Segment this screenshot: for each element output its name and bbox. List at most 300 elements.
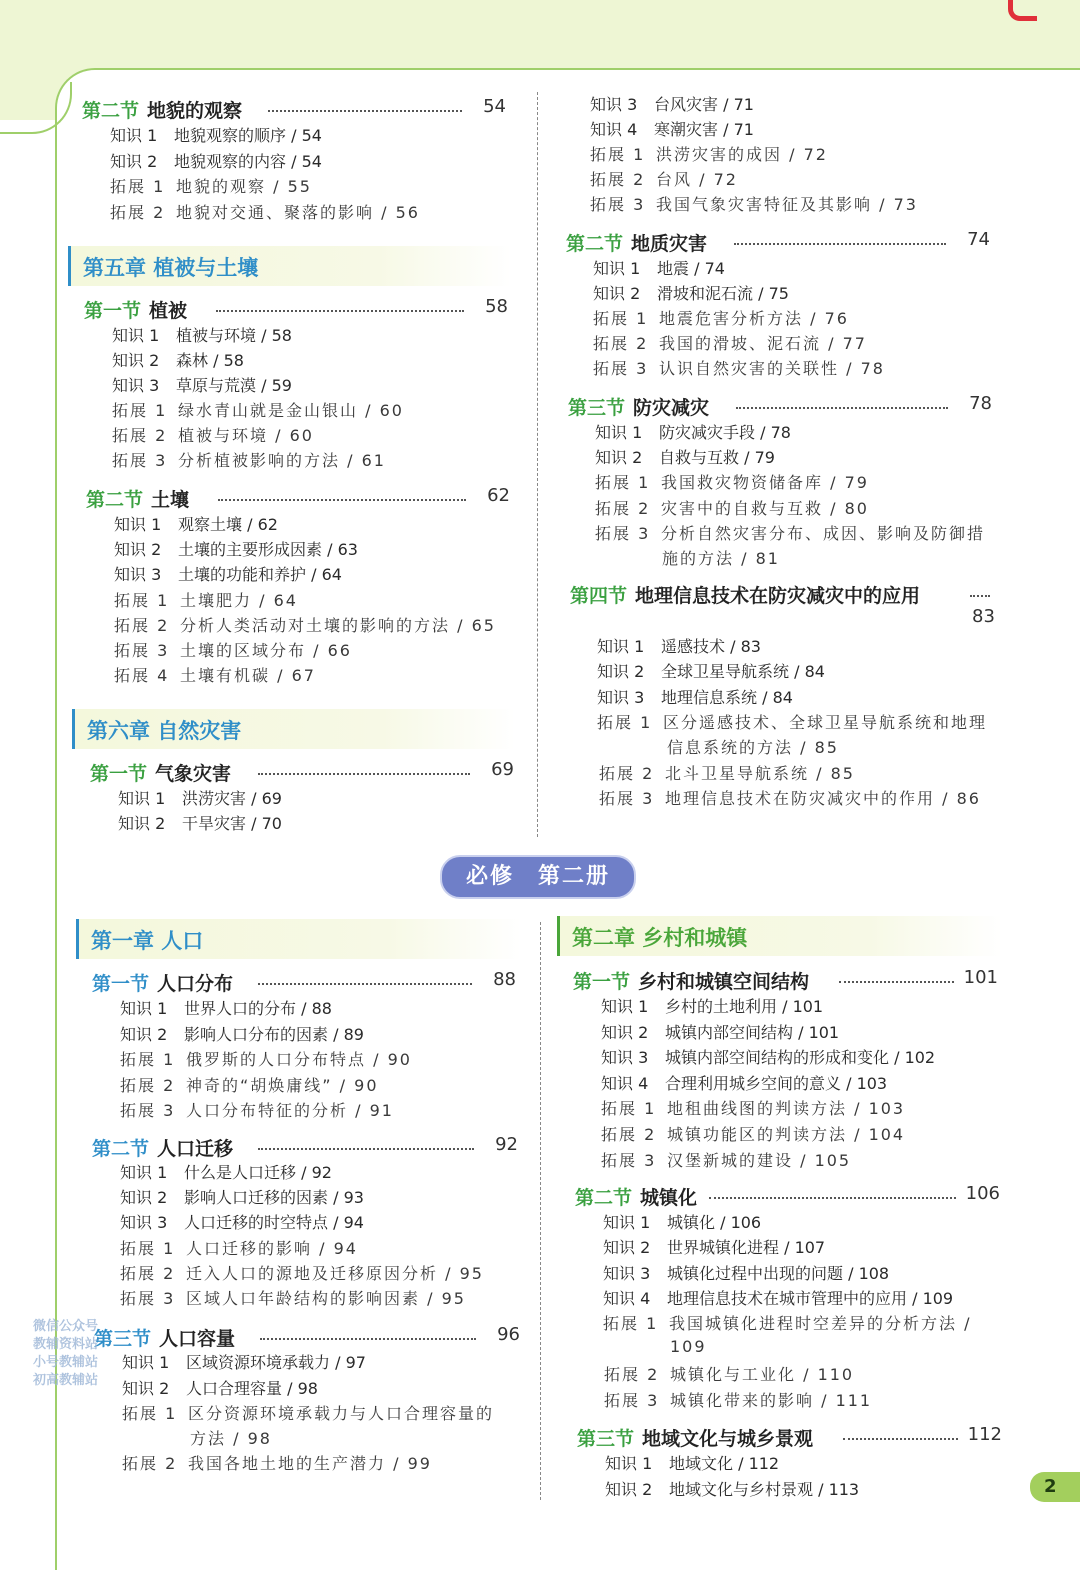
section-name: 植被 bbox=[149, 300, 188, 322]
section-page: 112 bbox=[967, 1424, 1002, 1445]
watermark bbox=[33, 1318, 123, 1390]
item-tag: 拓展 2 bbox=[599, 764, 655, 783]
item-text: 地貌观察的顺序 / 54 bbox=[174, 126, 322, 145]
item-text: 城镇功能区的判读方法 / 104 bbox=[667, 1125, 906, 1144]
item-tag: 知识 1 bbox=[605, 1454, 653, 1473]
knowledge-item[interactable] bbox=[112, 373, 292, 397]
item-tag: 拓展 3 bbox=[590, 195, 646, 214]
item-tag: 知识 2 bbox=[114, 540, 162, 560]
section-heading[interactable] bbox=[577, 1424, 1002, 1450]
item-text: 地理信息技术在城市管理中的应用 / 109 bbox=[667, 1288, 954, 1308]
section-number: 第一节 bbox=[84, 300, 142, 322]
item-tag: 知识 2 bbox=[118, 814, 166, 833]
section-name: 土壤 bbox=[151, 489, 190, 511]
item-tag: 知识 1 bbox=[120, 1163, 168, 1182]
item-text: 干旱灾害 / 70 bbox=[182, 814, 282, 833]
item-text: 台风 / 72 bbox=[656, 170, 738, 189]
section-name: 气象灾害 bbox=[155, 763, 232, 785]
knowledge-item[interactable] bbox=[122, 1376, 318, 1400]
red-corner-mark bbox=[1008, 0, 1037, 21]
section-number: 第二节 bbox=[82, 100, 140, 122]
item-text: 地理信息技术在防灾减灾中的作用 / 86 bbox=[665, 789, 981, 808]
item-tag: 知识 4 bbox=[603, 1288, 651, 1308]
item-text: 洪涝灾害的成因 / 72 bbox=[656, 145, 828, 164]
section-number: 第三节 bbox=[577, 1428, 635, 1450]
item-text: 地貌观察的内容 / 54 bbox=[174, 151, 322, 171]
extension-item[interactable] bbox=[590, 142, 828, 166]
item-tag: 拓展 3 bbox=[595, 523, 651, 543]
section-heading[interactable] bbox=[573, 967, 998, 993]
item-tag: 知识 1 bbox=[122, 1353, 170, 1372]
item-tag: 知识 2 bbox=[595, 448, 643, 468]
chapter-title: 第五章 植被与土壤 bbox=[83, 256, 259, 280]
section-name: 城镇化 bbox=[640, 1187, 698, 1209]
item-tag: 拓展 1 bbox=[601, 1099, 657, 1119]
item-text: 寒潮灾害 / 71 bbox=[654, 120, 754, 139]
item-text: 影响人口分布的因素 / 89 bbox=[184, 1024, 364, 1044]
knowledge-item[interactable] bbox=[120, 1022, 364, 1046]
item-tag: 拓展 1 bbox=[112, 401, 168, 420]
knowledge-item[interactable] bbox=[114, 512, 278, 536]
item-text: 分析自然灾害分布、成因、影响及防御措 bbox=[661, 523, 986, 543]
knowledge-item[interactable] bbox=[120, 996, 332, 1020]
item-tag: 拓展 3 bbox=[120, 1101, 176, 1120]
item-text: 遥感技术 / 83 bbox=[661, 637, 761, 656]
item-tag: 知识 1 bbox=[110, 126, 158, 145]
item-tag: 知识 2 bbox=[601, 1022, 649, 1042]
item-tag: 拓展 3 bbox=[114, 641, 170, 660]
section-number: 第一节 bbox=[573, 971, 631, 993]
section-number: 第二节 bbox=[86, 489, 144, 511]
section-heading[interactable] bbox=[90, 759, 514, 785]
leader-dots bbox=[839, 981, 954, 983]
knowledge-item[interactable] bbox=[601, 994, 823, 1018]
knowledge-item[interactable] bbox=[114, 562, 342, 586]
item-text: 植被与环境 / 58 bbox=[176, 326, 292, 345]
item-text: 神奇的“胡焕庸线” / 90 bbox=[186, 1075, 379, 1095]
knowledge-item[interactable] bbox=[603, 1286, 953, 1310]
extension-item[interactable] bbox=[601, 1148, 851, 1172]
item-text: 迁入人口的源地及迁移原因分析 / 95 bbox=[186, 1263, 484, 1283]
section-name: 地理信息技术在防灾减灾中的应用 bbox=[635, 585, 921, 607]
extension-item[interactable] bbox=[120, 1047, 412, 1071]
knowledge-item[interactable] bbox=[605, 1477, 859, 1501]
knowledge-item[interactable] bbox=[603, 1210, 761, 1234]
item-tag: 拓展 3 bbox=[112, 451, 168, 470]
item-text: 合理利用城乡空间的意义 / 103 bbox=[665, 1073, 888, 1093]
item-text: 观察土壤 / 62 bbox=[178, 515, 278, 534]
section-heading[interactable] bbox=[84, 296, 508, 322]
section-heading[interactable] bbox=[82, 96, 506, 122]
section-number: 第二节 bbox=[566, 233, 624, 255]
leader-dots bbox=[260, 1338, 476, 1340]
item-text: 城镇内部空间结构 / 101 bbox=[665, 1022, 840, 1042]
chapter-heading bbox=[72, 709, 515, 749]
extension-item[interactable] bbox=[601, 1096, 905, 1120]
knowledge-item[interactable] bbox=[122, 1350, 366, 1374]
item-tag: 知识 2 bbox=[593, 284, 641, 303]
extension-item[interactable] bbox=[595, 521, 985, 545]
item-text: 区域人口年龄结构的影响因素 / 95 bbox=[186, 1289, 466, 1308]
item-text: 森林 / 58 bbox=[176, 351, 244, 370]
item-tag: 拓展 1 bbox=[603, 1314, 659, 1334]
item-text: 区分遥感技术、全球卫星导航系统和地理 bbox=[663, 712, 988, 732]
section-heading[interactable] bbox=[575, 1183, 1000, 1209]
item-tag: 知识 2 bbox=[120, 1024, 168, 1044]
section-heading[interactable] bbox=[570, 581, 994, 607]
item-tag: 拓展 2 bbox=[112, 426, 168, 445]
section-page: 62 bbox=[487, 485, 510, 506]
item-text: 城镇化过程中出现的问题 / 108 bbox=[667, 1263, 890, 1283]
leader-dots bbox=[258, 773, 470, 775]
item-text: 世界城镇化进程 / 107 bbox=[667, 1238, 826, 1258]
section-page: 96 bbox=[497, 1324, 520, 1345]
knowledge-item[interactable] bbox=[601, 1020, 839, 1044]
section-number: 第一节 bbox=[90, 763, 148, 785]
item-text: 地貌的观察 / 55 bbox=[176, 177, 312, 196]
leader-dots bbox=[734, 243, 946, 245]
extension-item[interactable] bbox=[122, 1451, 432, 1475]
item-tag: 知识 3 bbox=[114, 565, 162, 585]
knowledge-item[interactable] bbox=[597, 659, 825, 683]
knowledge-item[interactable] bbox=[110, 149, 322, 173]
item-text: 自救与互救 / 79 bbox=[659, 448, 775, 468]
knowledge-item[interactable] bbox=[112, 348, 244, 372]
item-text: 土壤肥力 / 64 bbox=[180, 590, 298, 610]
extension-item[interactable] bbox=[599, 761, 855, 785]
knowledge-item[interactable] bbox=[114, 537, 358, 561]
item-text: 人口迁移的影响 / 94 bbox=[186, 1238, 358, 1258]
leader-dots bbox=[268, 110, 462, 112]
extension-item[interactable] bbox=[604, 1388, 872, 1412]
section-page: 101 bbox=[963, 967, 998, 988]
watermark-line: 教辅资料站 bbox=[33, 1337, 99, 1352]
knowledge-item[interactable] bbox=[601, 1045, 935, 1069]
section-page: 69 bbox=[491, 759, 514, 780]
extension-item[interactable] bbox=[122, 1401, 494, 1425]
item-text: 认识自然灾害的关联性 / 78 bbox=[659, 359, 885, 378]
extension-item[interactable] bbox=[114, 613, 496, 637]
item-tag: 知识 3 bbox=[120, 1213, 168, 1233]
section-page: 74 bbox=[967, 229, 990, 250]
item-tag: 拓展 2 bbox=[114, 615, 170, 635]
leader-dots bbox=[709, 1197, 956, 1199]
section-name: 人口分布 bbox=[157, 973, 234, 995]
item-tag: 拓展 1 bbox=[120, 1050, 176, 1069]
item-tag: 知识 3 bbox=[590, 95, 638, 114]
item-tag: 拓展 3 bbox=[604, 1390, 660, 1410]
section-name: 地域文化与城乡景观 bbox=[642, 1428, 814, 1450]
item-text: 城镇化 / 106 bbox=[667, 1213, 762, 1232]
item-tag: 知识 1 bbox=[601, 997, 649, 1016]
item-text: 植被与环境 / 60 bbox=[178, 426, 314, 445]
item-text: 地貌对交通、聚落的影响 / 56 bbox=[176, 202, 420, 222]
section-number: 第一节 bbox=[92, 973, 150, 995]
item-text: 乡村的土地利用 / 101 bbox=[665, 997, 824, 1016]
item-tag: 拓展 2 bbox=[604, 1365, 660, 1384]
extension-item[interactable] bbox=[114, 638, 352, 662]
item-text: 地域文化与乡村景观 / 113 bbox=[669, 1479, 860, 1499]
chapter-heading bbox=[76, 919, 521, 959]
chapter-heading bbox=[68, 246, 511, 286]
chapter-heading bbox=[557, 916, 1002, 956]
item-text: 北斗卫星导航系统 / 85 bbox=[665, 764, 855, 783]
extension-item[interactable] bbox=[110, 200, 420, 224]
item-tag: 知识 2 bbox=[120, 1188, 168, 1208]
item-text: 台风灾害 / 71 bbox=[654, 95, 754, 114]
item-text: 土壤的区域分布 / 66 bbox=[180, 641, 352, 660]
section-heading[interactable] bbox=[566, 229, 990, 255]
item-text: 区域资源环境承载力 / 97 bbox=[186, 1353, 366, 1372]
extension-item[interactable] bbox=[599, 786, 981, 810]
knowledge-item[interactable] bbox=[112, 323, 292, 347]
item-text: 我国各地土地的生产潜力 / 99 bbox=[188, 1454, 432, 1473]
extension-item[interactable] bbox=[603, 1311, 971, 1335]
volume-label: 必修 第二册 bbox=[440, 855, 636, 899]
item-tag: 拓展 2 bbox=[595, 498, 651, 518]
item-tag: 拓展 2 bbox=[122, 1454, 178, 1473]
knowledge-item[interactable] bbox=[590, 92, 754, 116]
section-name: 人口容量 bbox=[159, 1328, 236, 1350]
item-tag: 拓展 2 bbox=[120, 1263, 176, 1283]
extension-item[interactable] bbox=[593, 331, 867, 355]
extension-item[interactable] bbox=[120, 1073, 379, 1097]
knowledge-item[interactable] bbox=[120, 1210, 364, 1234]
chapter-title: 第二章 乡村和城镇 bbox=[572, 926, 748, 950]
item-text: 防灾减灾手段 / 78 bbox=[659, 423, 791, 442]
section-heading[interactable] bbox=[568, 393, 992, 419]
leader-dots bbox=[970, 595, 990, 597]
section-number: 第二节 bbox=[575, 1187, 633, 1209]
item-text: 土壤有机碳 / 67 bbox=[180, 666, 316, 686]
item-tag: 知识 4 bbox=[601, 1073, 649, 1093]
knowledge-item[interactable] bbox=[590, 117, 754, 141]
item-tag: 拓展 2 bbox=[601, 1125, 657, 1144]
knowledge-item[interactable] bbox=[597, 634, 761, 658]
extension-item[interactable] bbox=[114, 588, 298, 612]
item-text: 我国城镇化进程时空差异的分析方法 / bbox=[669, 1314, 972, 1334]
section-page: 92 bbox=[495, 1134, 518, 1155]
item-tag: 知识 1 bbox=[118, 789, 166, 808]
extension-item[interactable] bbox=[593, 306, 849, 330]
section-heading[interactable] bbox=[92, 969, 516, 995]
item-tag: 拓展 2 bbox=[120, 1075, 176, 1095]
item-text: 草原与荒漠 / 59 bbox=[176, 376, 292, 395]
section-page: 54 bbox=[483, 96, 506, 117]
item-tag: 拓展 1 bbox=[595, 473, 651, 493]
item-tag: 知识 2 bbox=[110, 151, 158, 171]
section-name: 地质灾害 bbox=[631, 233, 708, 255]
extension-item[interactable] bbox=[114, 663, 316, 687]
item-text: 俄罗斯的人口分布特点 / 90 bbox=[186, 1050, 412, 1069]
item-text: 区分资源环境承载力与人口合理容量的 bbox=[188, 1404, 495, 1423]
item-tag: 拓展 1 bbox=[122, 1404, 178, 1423]
page-number: 2 bbox=[1030, 1472, 1080, 1502]
item-tag: 知识 2 bbox=[122, 1378, 170, 1398]
knowledge-item[interactable] bbox=[605, 1451, 779, 1475]
section-name: 地貌的观察 bbox=[147, 100, 243, 122]
item-tag: 知识 4 bbox=[590, 120, 638, 139]
knowledge-item[interactable] bbox=[603, 1235, 825, 1259]
extension-item[interactable] bbox=[595, 496, 869, 520]
item-text: 汉堡新城的建设 / 105 bbox=[667, 1150, 852, 1170]
section-page: 78 bbox=[969, 393, 992, 414]
item-text: 人口分布特征的分析 / 91 bbox=[186, 1101, 394, 1120]
section-page: 88 bbox=[493, 969, 516, 990]
item-tag: 知识 2 bbox=[605, 1479, 653, 1499]
section-name: 人口迁移 bbox=[157, 1138, 234, 1160]
item-text: 分析人类活动对土壤的影响的方法 / 65 bbox=[180, 615, 496, 635]
item-text: 人口合理容量 / 98 bbox=[186, 1378, 318, 1398]
item-tag: 知识 3 bbox=[597, 687, 645, 707]
item-tag: 知识 2 bbox=[597, 662, 645, 682]
extension-item[interactable] bbox=[120, 1286, 466, 1310]
chapter-title: 第一章 人口 bbox=[91, 929, 204, 953]
item-tag: 拓展 1 bbox=[593, 309, 649, 328]
item-tag: 拓展 1 bbox=[597, 712, 653, 732]
item-tag: 知识 1 bbox=[120, 999, 168, 1018]
item-text-continued: 施的方法 / 81 bbox=[662, 549, 780, 568]
extension-item[interactable] bbox=[590, 167, 738, 191]
item-tag: 知识 1 bbox=[595, 423, 643, 442]
leader-dots bbox=[218, 499, 466, 501]
chapter-title: 第六章 自然灾害 bbox=[87, 719, 242, 743]
extension-item[interactable] bbox=[112, 448, 386, 472]
knowledge-item[interactable] bbox=[110, 123, 322, 147]
item-text: 城镇化与工业化 / 110 bbox=[670, 1365, 855, 1384]
item-tag: 知识 1 bbox=[603, 1213, 651, 1232]
item-text: 城镇内部空间结构的形成和变化 / 102 bbox=[665, 1048, 936, 1068]
knowledge-item[interactable] bbox=[118, 811, 282, 835]
item-tag: 知识 3 bbox=[601, 1048, 649, 1068]
extension-item[interactable] bbox=[601, 1122, 905, 1146]
item-text-continued: 109 bbox=[670, 1337, 707, 1356]
item-tag: 知识 2 bbox=[112, 351, 160, 370]
item-text: 地震 / 74 bbox=[657, 259, 725, 278]
item-text-continued: 方法 / 98 bbox=[190, 1429, 272, 1448]
leader-dots bbox=[258, 983, 472, 985]
watermark-line: 初高教辅站 bbox=[33, 1373, 99, 1388]
extension-item[interactable] bbox=[120, 1236, 358, 1260]
item-tag: 拓展 2 bbox=[593, 334, 649, 353]
column-divider-bottom bbox=[540, 922, 541, 1500]
section-page: 58 bbox=[485, 296, 508, 317]
section-name: 乡村和城镇空间结构 bbox=[638, 971, 810, 993]
knowledge-item[interactable] bbox=[120, 1160, 332, 1184]
item-text: 分析植被影响的方法 / 61 bbox=[178, 451, 386, 470]
section-number: 第四节 bbox=[570, 585, 628, 607]
item-text: 地租曲线图的判读方法 / 103 bbox=[667, 1099, 906, 1119]
extension-item[interactable] bbox=[112, 398, 404, 422]
leader-dots bbox=[216, 310, 464, 312]
section-number: 第三节 bbox=[94, 1328, 152, 1350]
extension-item[interactable] bbox=[120, 1098, 394, 1122]
item-text: 全球卫星导航系统 / 84 bbox=[661, 662, 825, 682]
item-tag: 知识 3 bbox=[112, 376, 160, 395]
extension-item[interactable] bbox=[112, 423, 314, 447]
item-tag: 知识 1 bbox=[114, 515, 162, 534]
item-tag: 知识 1 bbox=[597, 637, 645, 656]
watermark-line: 小号教辅站 bbox=[33, 1355, 99, 1370]
section-heading[interactable] bbox=[86, 485, 510, 511]
item-tag: 拓展 4 bbox=[114, 666, 170, 686]
item-tag: 拓展 1 bbox=[110, 177, 166, 196]
knowledge-item[interactable] bbox=[597, 685, 793, 709]
item-text: 地震危害分析方法 / 76 bbox=[659, 309, 849, 328]
column-divider-top bbox=[537, 92, 538, 837]
extension-item[interactable] bbox=[593, 356, 885, 380]
item-text: 我国气象灾害特征及其影响 / 73 bbox=[656, 195, 918, 214]
item-tag: 拓展 3 bbox=[593, 359, 649, 378]
knowledge-item[interactable] bbox=[118, 786, 282, 810]
item-tag: 拓展 3 bbox=[601, 1150, 657, 1170]
knowledge-item[interactable] bbox=[595, 420, 791, 444]
leader-dots bbox=[258, 1148, 474, 1150]
knowledge-item[interactable] bbox=[120, 1185, 364, 1209]
item-tag: 拓展 3 bbox=[120, 1289, 176, 1308]
section-number: 第三节 bbox=[568, 397, 626, 419]
item-text: 世界人口的分布 / 88 bbox=[184, 999, 332, 1018]
item-text: 地理信息系统 / 84 bbox=[661, 687, 793, 707]
extension-item[interactable] bbox=[604, 1362, 854, 1386]
extension-item[interactable] bbox=[595, 470, 869, 494]
knowledge-item[interactable] bbox=[593, 281, 789, 305]
item-tag: 拓展 1 bbox=[114, 590, 170, 610]
item-text: 我国救灾物资储备库 / 79 bbox=[661, 473, 869, 493]
item-tag: 知识 3 bbox=[603, 1263, 651, 1283]
item-text: 绿水青山就是金山银山 / 60 bbox=[178, 401, 404, 420]
leader-dots bbox=[843, 1438, 958, 1440]
item-tag: 知识 1 bbox=[112, 326, 160, 345]
leader-dots bbox=[736, 407, 948, 409]
item-text: 城镇化带来的影响 / 111 bbox=[670, 1390, 873, 1410]
section-page: 83 bbox=[972, 606, 995, 627]
item-tag: 拓展 1 bbox=[590, 145, 646, 164]
section-number: 第二节 bbox=[92, 1138, 150, 1160]
item-tag: 知识 1 bbox=[593, 259, 641, 278]
item-text: 我国的滑坡、泥石流 / 77 bbox=[659, 334, 867, 353]
section-page: 106 bbox=[965, 1183, 1000, 1204]
item-text: 什么是人口迁移 / 92 bbox=[184, 1163, 332, 1182]
item-tag: 拓展 2 bbox=[590, 170, 646, 189]
watermark-line: 微信公众号 bbox=[33, 1319, 99, 1334]
section-heading[interactable] bbox=[92, 1134, 518, 1160]
section-heading[interactable] bbox=[94, 1324, 520, 1350]
knowledge-item[interactable] bbox=[603, 1261, 889, 1285]
extension-item[interactable] bbox=[120, 1261, 484, 1285]
item-text: 地域文化 / 112 bbox=[669, 1454, 780, 1473]
item-text: 土壤的功能和养护 / 64 bbox=[178, 565, 342, 585]
item-text: 人口迁移的时空特点 / 94 bbox=[184, 1213, 364, 1233]
item-tag: 知识 2 bbox=[603, 1238, 651, 1258]
knowledge-item[interactable] bbox=[593, 256, 725, 280]
item-tag: 拓展 3 bbox=[599, 789, 655, 808]
item-text-continued: 信息系统的方法 / 85 bbox=[667, 738, 839, 757]
item-text: 滑坡和泥石流 / 75 bbox=[657, 284, 789, 303]
knowledge-item[interactable] bbox=[595, 445, 775, 469]
item-text: 洪涝灾害 / 69 bbox=[182, 789, 282, 808]
extension-item[interactable] bbox=[597, 710, 987, 734]
item-tag: 拓展 2 bbox=[110, 202, 166, 222]
item-text: 灾害中的自救与互救 / 80 bbox=[661, 498, 869, 518]
item-text: 土壤的主要形成因素 / 63 bbox=[178, 540, 358, 560]
extension-item[interactable] bbox=[110, 174, 312, 198]
section-name: 防灾减灾 bbox=[633, 397, 710, 419]
item-tag: 拓展 1 bbox=[120, 1238, 176, 1258]
item-text: 影响人口迁移的因素 / 93 bbox=[184, 1188, 364, 1208]
knowledge-item[interactable] bbox=[601, 1071, 887, 1095]
extension-item[interactable] bbox=[590, 192, 918, 216]
